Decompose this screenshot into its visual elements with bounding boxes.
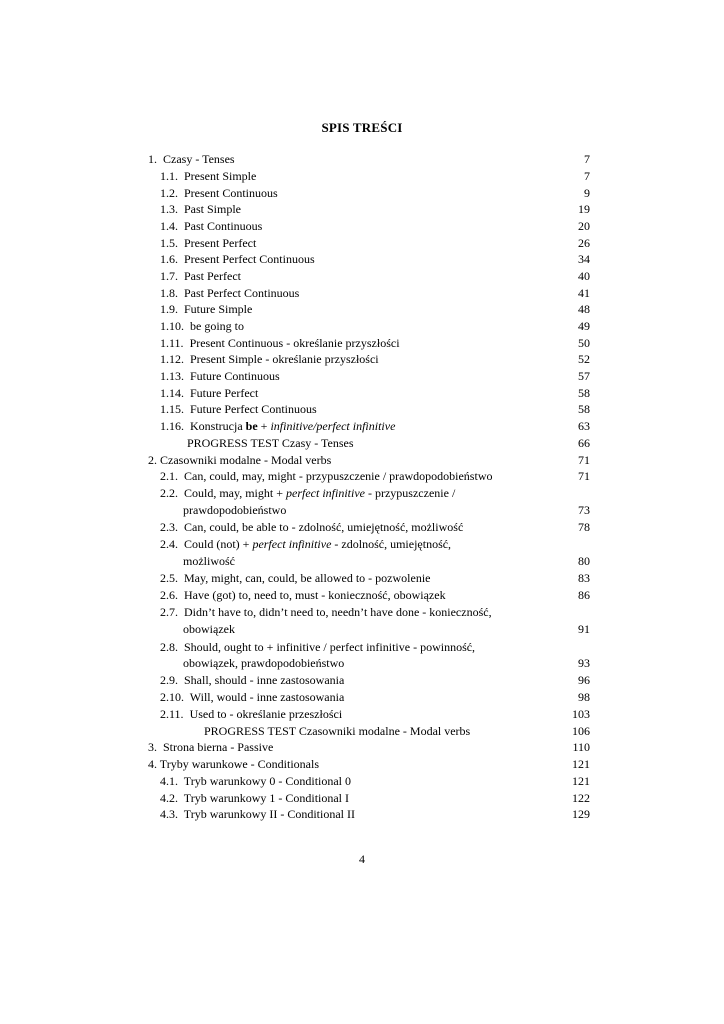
- toc-title: Past Continuous: [184, 219, 263, 233]
- toc-number: 2.9.: [160, 673, 178, 687]
- toc-entry-1-7[interactable]: [160, 268, 590, 284]
- toc-number: 1.8.: [160, 286, 178, 300]
- toc-page: 106: [572, 724, 590, 738]
- toc-title: Could (not) +: [184, 537, 250, 551]
- toc-entry-progress-test-1[interactable]: [187, 435, 590, 451]
- toc-entry-2-2[interactable]: [160, 485, 590, 501]
- toc-entry-2-7[interactable]: [160, 604, 590, 620]
- toc-entry-1-14[interactable]: [160, 385, 590, 401]
- toc-entry-2[interactable]: [148, 452, 590, 468]
- toc-number: 4.2.: [160, 791, 178, 805]
- toc-number: 2.10.: [160, 690, 184, 704]
- toc-page: 71: [578, 453, 590, 467]
- toc-page: 49: [578, 319, 590, 333]
- toc-title: Future Perfect Continuous: [190, 402, 317, 416]
- toc-page: 50: [578, 336, 590, 350]
- toc-number: 2.3.: [160, 520, 178, 534]
- toc-title-continuation: obowiązek: [183, 622, 235, 636]
- toc-number: 4.3.: [160, 807, 178, 821]
- toc-title: Tryb warunkowy 0 - Conditional 0: [183, 774, 352, 788]
- toc-title: Can, could, may, might - przypuszczenie / prawdopodobieństwo: [184, 469, 493, 483]
- toc-page: 26: [578, 236, 590, 250]
- toc-entry-1-9[interactable]: [160, 301, 590, 317]
- toc-title: PROGRESS TEST Czasowniki modalne - Modal verbs: [204, 724, 471, 738]
- toc-number: 1.11.: [160, 336, 184, 350]
- toc-entry-2-8-cont[interactable]: [183, 655, 590, 671]
- toc-title-continuation: obowiązek, prawdopodobieństwo: [183, 656, 345, 670]
- toc-number: 1.12.: [160, 352, 184, 366]
- toc-number: 4.: [148, 757, 157, 771]
- toc-page: 58: [578, 402, 590, 416]
- toc-title: Tryb warunkowy II - Conditional II: [183, 807, 356, 821]
- toc-entry-1-8[interactable]: [160, 285, 590, 301]
- toc-number: 1.9.: [160, 302, 178, 316]
- toc-title: Czasy - Tenses: [163, 152, 235, 166]
- toc-number: 2.6.: [160, 588, 178, 602]
- toc-title: Czasowniki modalne - Modal verbs: [160, 453, 332, 467]
- toc-entry-1-6[interactable]: [160, 251, 590, 267]
- toc-number: 1.7.: [160, 269, 178, 283]
- toc-title: Used to - określanie przeszłości: [189, 707, 343, 721]
- toc-page: 103: [572, 707, 590, 721]
- toc-entry-4[interactable]: [148, 756, 590, 772]
- toc-number: 2.5.: [160, 571, 178, 585]
- toc-page: 7: [584, 169, 590, 183]
- toc-entry-1-2[interactable]: [160, 185, 590, 201]
- toc-title-italic: perfect infinitive: [286, 486, 365, 500]
- toc-title: Will, would - inne zastosowania: [189, 690, 345, 704]
- toc-title-rest: - przypuszczenie /: [367, 486, 456, 500]
- toc-entry-2-8[interactable]: [160, 639, 590, 655]
- toc-title: Didn’t have to, didn’t need to, needn’t have done - konieczność,: [184, 605, 492, 619]
- toc-entry-2-3[interactable]: [160, 519, 590, 535]
- toc-title: Present Continuous: [184, 186, 278, 200]
- toc-title: Future Perfect: [190, 386, 259, 400]
- toc-page: 19: [578, 202, 590, 216]
- toc-entry-1-13[interactable]: [160, 368, 590, 384]
- toc-number: 1.: [148, 152, 157, 166]
- toc-entry-4-3[interactable]: [160, 806, 590, 822]
- toc-title-italic: perfect infinitive: [252, 537, 332, 551]
- toc-title: Can, could, be able to - zdolność, umiejętność, możliwość: [184, 520, 464, 534]
- toc-number: 1.2.: [160, 186, 178, 200]
- toc-title-italic: infinitive/perfect infinitive: [270, 419, 396, 433]
- toc-title: Past Simple: [184, 202, 242, 216]
- toc-entry-1-15[interactable]: [160, 401, 590, 417]
- toc-entry-2-10[interactable]: [160, 689, 590, 705]
- toc-number: 2.11.: [160, 707, 184, 721]
- toc-page: 110: [572, 740, 590, 754]
- toc-number: 2.4.: [160, 537, 178, 551]
- toc-page: 121: [572, 774, 590, 788]
- toc-title-plus: +: [260, 419, 268, 433]
- toc-page: 86: [578, 588, 590, 602]
- toc-number: 2.2.: [160, 486, 178, 500]
- toc-entry-3[interactable]: [148, 739, 590, 755]
- toc-entry-2-5[interactable]: [160, 570, 590, 586]
- toc-number: 1.1.: [160, 169, 178, 183]
- toc-title-continuation: możliwość: [183, 554, 235, 568]
- toc-page: 78: [578, 520, 590, 534]
- page-title: SPIS TREŚCI: [321, 120, 403, 135]
- toc-page: 98: [578, 690, 590, 704]
- toc-entry-2-7-cont[interactable]: [183, 621, 590, 637]
- toc-entry-2-2-cont[interactable]: [183, 502, 590, 518]
- toc-entry-1-3[interactable]: [160, 201, 590, 217]
- toc-number: 1.13.: [160, 369, 184, 383]
- toc-number: 2.8.: [160, 640, 178, 654]
- toc-title: May, might, can, could, be allowed to - pozwolenie: [184, 571, 431, 585]
- toc-number: 2.1.: [160, 469, 178, 483]
- toc-page: 121: [572, 757, 590, 771]
- toc-page: 41: [578, 286, 590, 300]
- toc-title: Past Perfect Continuous: [184, 286, 300, 300]
- toc-entry-1[interactable]: [148, 151, 590, 167]
- toc-page: 52: [578, 352, 590, 366]
- toc-entry-2-4-cont[interactable]: [183, 553, 590, 569]
- toc-entry-2-1[interactable]: [160, 468, 590, 484]
- toc-page: 20: [578, 219, 590, 233]
- toc-entry-2-9[interactable]: [160, 672, 590, 688]
- toc-number: 1.4.: [160, 219, 178, 233]
- toc-title: be going to: [190, 319, 244, 333]
- toc-title: Strona bierna - Passive: [163, 740, 274, 754]
- toc-entry-1-1[interactable]: [160, 168, 590, 184]
- toc-entry-1-11[interactable]: [160, 335, 590, 351]
- toc-entry-1-5[interactable]: [160, 235, 590, 251]
- toc-title: Present Perfect Continuous: [184, 252, 315, 266]
- toc-page: 83: [578, 571, 590, 585]
- toc-number: 1.3.: [160, 202, 178, 216]
- toc-title: Should, ought to + infinitive / perfect infinitive - powinność,: [184, 640, 476, 654]
- toc-entry-2-11[interactable]: [160, 706, 590, 722]
- toc-title-rest: - zdolność, umiejętność,: [334, 537, 452, 551]
- toc-title: Tryby warunkowe - Conditionals: [159, 757, 320, 771]
- toc-entry-4-2[interactable]: [160, 790, 590, 806]
- toc-number: 3.: [148, 740, 157, 754]
- toc-page: 96: [578, 673, 590, 687]
- toc-page: 91: [578, 622, 590, 636]
- toc-title: Present Simple - określanie przyszłości: [190, 352, 379, 366]
- toc-entry-progress-test-2[interactable]: [204, 723, 590, 739]
- toc-entry-2-4[interactable]: [160, 536, 590, 552]
- toc-number: 1.16.: [160, 419, 184, 433]
- toc-page: 58: [578, 386, 590, 400]
- toc-page: 122: [572, 791, 590, 805]
- toc-title: Past Perfect: [184, 269, 241, 283]
- toc-page: 48: [578, 302, 590, 316]
- toc-page: 93: [578, 656, 590, 670]
- toc-entry-1-10[interactable]: [160, 318, 590, 334]
- toc-title: Have (got) to, need to, must - konieczność, obowiązek: [184, 588, 446, 602]
- toc-number: 4.1.: [160, 774, 178, 788]
- toc-entry-1-4[interactable]: [160, 218, 590, 234]
- toc-page: 7: [584, 152, 590, 166]
- toc-title-continuation: prawdopodobieństwo: [183, 503, 287, 517]
- toc-title: Future Continuous: [190, 369, 280, 383]
- toc-title: Tryb warunkowy 1 - Conditional I: [183, 791, 350, 805]
- toc-title: PROGRESS TEST Czasy - Tenses: [187, 436, 354, 450]
- toc-title: Present Simple: [184, 169, 257, 183]
- toc-number: 2.7.: [160, 605, 178, 619]
- toc-page: 34: [578, 252, 590, 266]
- toc-page: 63: [578, 419, 590, 433]
- toc-number: 1.15.: [160, 402, 184, 416]
- toc-title: Future Simple: [184, 302, 253, 316]
- page-number: 4: [359, 852, 365, 866]
- toc-page: 40: [578, 269, 590, 283]
- toc-page: 9: [584, 186, 590, 200]
- toc-number: 1.6.: [160, 252, 178, 266]
- toc-number: 1.14.: [160, 386, 184, 400]
- toc-number: 1.5.: [160, 236, 178, 250]
- toc-entry-2-6[interactable]: [160, 587, 590, 603]
- toc-number: 1.10.: [160, 319, 184, 333]
- toc-entry-1-12[interactable]: [160, 351, 590, 367]
- toc-page: 66: [578, 436, 590, 450]
- toc-number: 2.: [148, 453, 157, 467]
- toc-page: 73: [578, 503, 590, 517]
- toc-page: 80: [578, 554, 590, 568]
- toc-entry-4-1[interactable]: [160, 773, 590, 789]
- toc-title: Shall, should - inne zastosowania: [184, 673, 345, 687]
- toc-page: 71: [578, 469, 590, 483]
- toc-title: Could, may, might +: [184, 486, 283, 500]
- toc-title: Present Perfect: [184, 236, 257, 250]
- toc-title: Konstrucja: [190, 419, 243, 433]
- toc-page: 129: [572, 807, 590, 821]
- toc-title: Present Continuous - określanie przyszłości: [189, 336, 400, 350]
- toc-title-bold: be: [245, 419, 258, 433]
- toc-page: 57: [578, 369, 590, 383]
- toc-entry-1-16[interactable]: [160, 418, 590, 434]
